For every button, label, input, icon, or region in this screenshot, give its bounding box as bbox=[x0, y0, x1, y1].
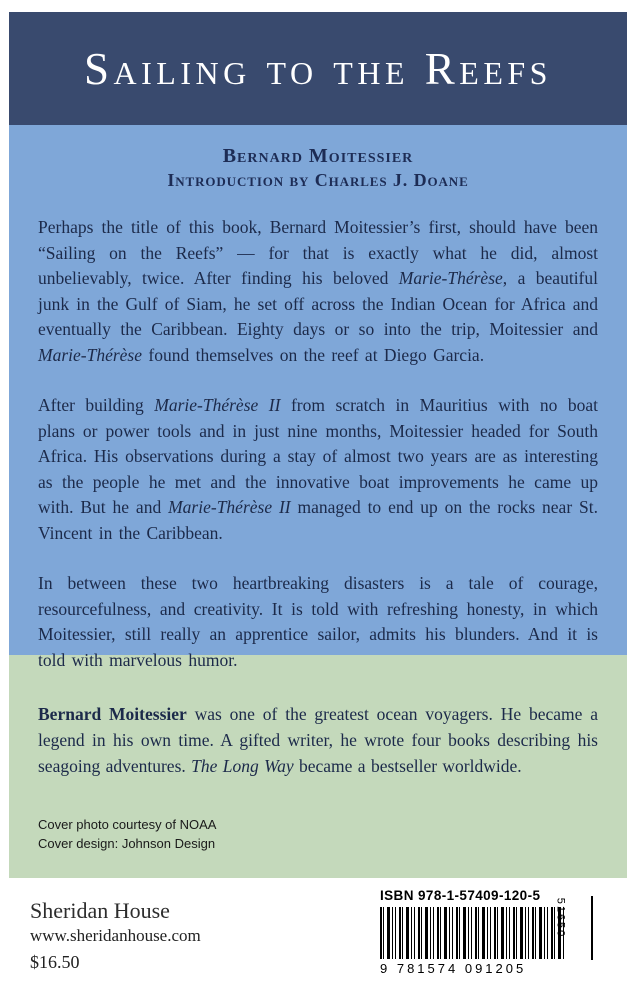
synopsis-paragraph-1: Perhaps the title of this book, Bernard Moitessier’s first, should have been “Sailing on the Reefs” — for that is exactly what he did, almost unbelievably, twice. After finding his beloved Marie-Thérèse, a beautiful junk in the Gulf of Siam, he set off across the Indian Ocean for Africa and eventually the Caribbean. Eighty days or so into the trip, Moitessier and Marie-Thérèse found themselves on the reef at Diego Garcia. bbox=[38, 217, 598, 365]
author-bio: Bernard Moitessier was one of the greatest ocean voyagers. He became a legend in his own time. A gifted writer, he wrote four books describing his seagoing adventures. The Long Way became a bestseller worldwide. bbox=[38, 704, 598, 776]
publisher-website: www.sheridanhouse.com bbox=[30, 926, 201, 945]
synopsis-band bbox=[9, 125, 627, 670]
bio-band bbox=[9, 655, 627, 878]
footer-band bbox=[0, 880, 637, 993]
author-byline: Bernard Moitessier bbox=[222, 145, 414, 167]
introduction-credit: Introduction by Charles J. Doane bbox=[167, 170, 469, 190]
cover-body bbox=[9, 12, 627, 878]
barcode-addon-code: 51650 bbox=[554, 897, 567, 939]
barcode bbox=[380, 907, 566, 959]
barcode-addon-line bbox=[591, 896, 593, 960]
book-title: Sailing to the Reefs bbox=[84, 43, 552, 94]
price-label: $16.50 bbox=[30, 952, 80, 972]
synopsis-paragraph-2: After building Marie-Thérèse II from scratch in Mauritius with no boat plans or power tools and in just nine months, Moitessier headed for South Africa. His observations during a stay of almost two years are as interesting as the people he met and the innovative boat improvements he came up with. But he and Marie-Thérèse II managed to end up on the rocks near St. Vincent in the Caribbean. bbox=[38, 395, 598, 543]
publisher-block bbox=[30, 898, 201, 976]
barcode-block bbox=[380, 888, 595, 984]
design-credit: Cover design: Johnson Design bbox=[38, 836, 216, 851]
cover-credits bbox=[38, 815, 598, 853]
publisher-name: Sheridan House bbox=[30, 898, 170, 923]
isbn-label: ISBN 978-1-57409-120-5 bbox=[380, 888, 541, 903]
photo-credit: Cover photo courtesy of NOAA bbox=[38, 817, 217, 832]
barcode-digits: 9 781574 091205 bbox=[380, 961, 527, 976]
title-band bbox=[9, 12, 627, 125]
synopsis-paragraph-3: In between these two heartbreaking disasters is a tale of courage, resourcefulness, and creativity. It is told with refreshing honesty, in which Moitessier, still really an apprentice sailor, admits his blunders. And it is told with marvelous humor. bbox=[38, 573, 598, 670]
